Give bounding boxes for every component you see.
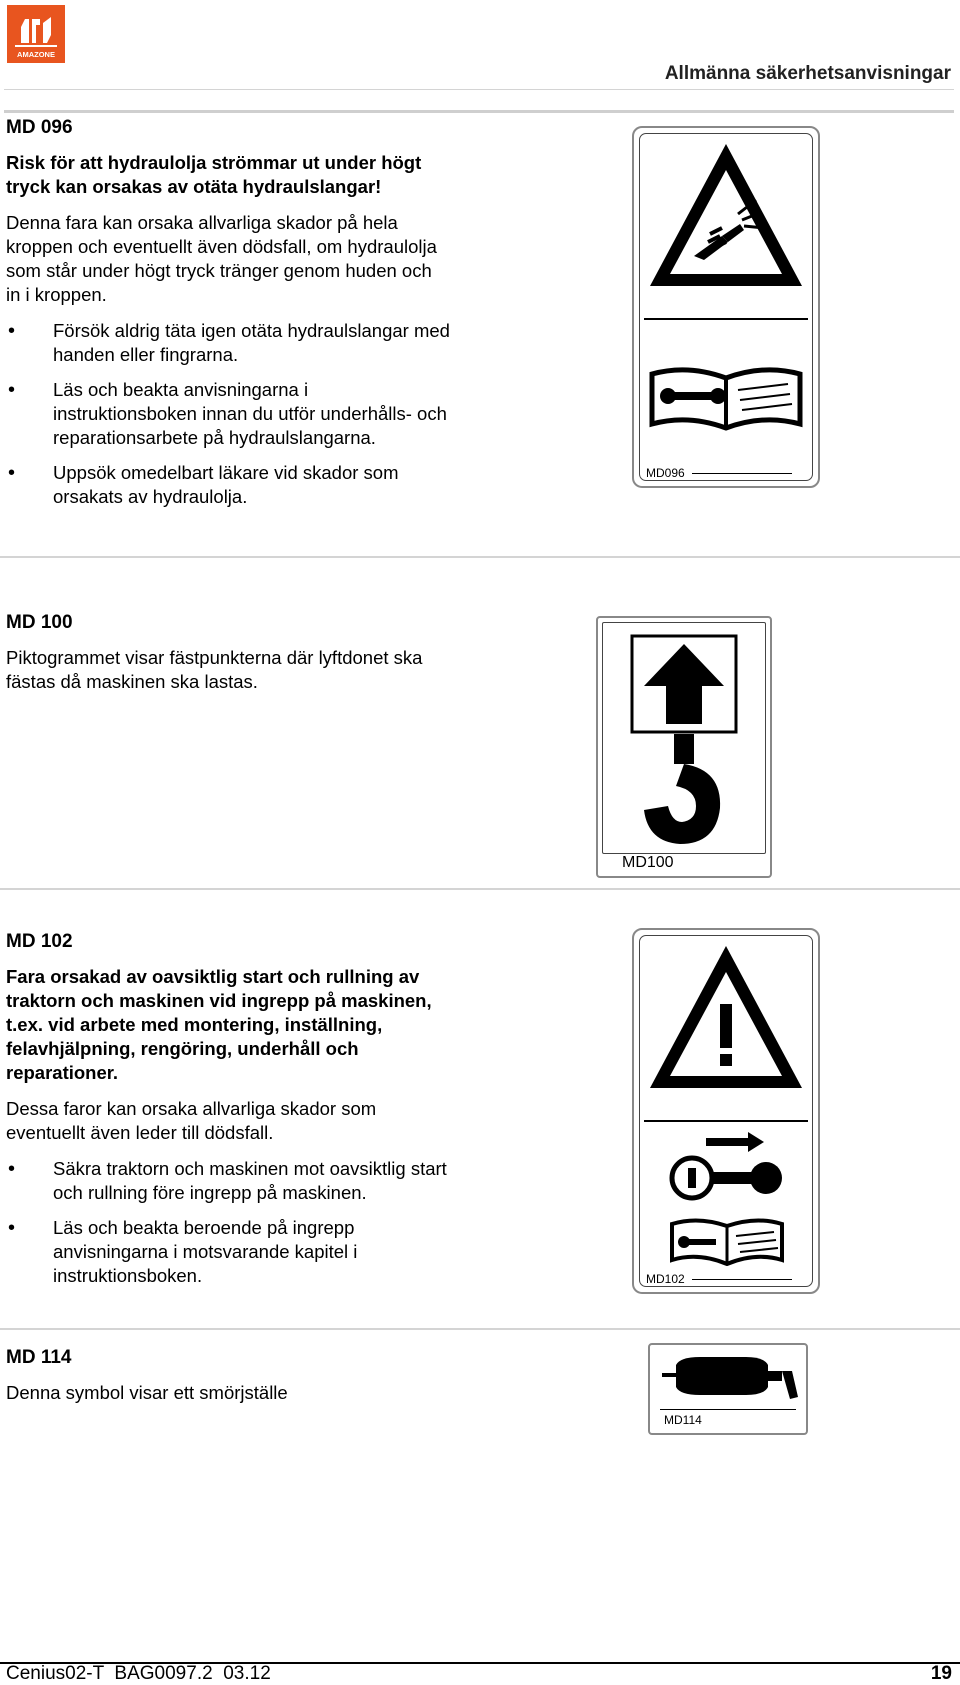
hazard-statement: Risk för att hydraulolja strömmar ut under högt tryck kan orsakas av otäta hydraulslangar! bbox=[6, 152, 422, 197]
list-item: • Uppsök omedelbart läkare vid skador som orsakats av hydraulolja. bbox=[6, 461, 451, 509]
amazone-logo-icon bbox=[7, 5, 65, 63]
section-divider bbox=[0, 556, 960, 558]
sign-code: MD102 bbox=[646, 1272, 685, 1286]
description-text: Piktogrammet visar fästpunkterna där lyftdonet ska fästas då maskinen ska lastas. bbox=[6, 647, 423, 692]
consequence-text: Denna fara kan orsaka allvarliga skador på hela kroppen och eventuellt även dödsfall, om hydraulolja som står under högt tryck tränger genom huden och in i kroppen. bbox=[6, 212, 437, 305]
instruction-book-icon bbox=[668, 1214, 786, 1266]
document-reference: Cenius02-T BAG0097.2 03.12 bbox=[6, 1663, 271, 1684]
section-id: MD 114 bbox=[6, 1347, 72, 1368]
instruction-book-icon bbox=[648, 360, 804, 432]
logo-text: AMAZONE bbox=[17, 50, 55, 59]
sign-code: MD100 bbox=[622, 854, 674, 871]
section-md100 bbox=[6, 611, 451, 706]
section-md096 bbox=[6, 116, 451, 520]
section-id: MD 096 bbox=[6, 117, 73, 138]
instruction-list bbox=[6, 319, 451, 509]
consequence-text: Dessa faror kan orsaka allvarliga skador som eventuellt även leder till dödsfall. bbox=[6, 1098, 377, 1143]
warning-sign-md102 bbox=[632, 928, 820, 1294]
section-md114 bbox=[6, 1346, 451, 1417]
crane-hook-icon bbox=[644, 734, 720, 844]
section-divider bbox=[0, 1328, 960, 1330]
sign-md114 bbox=[648, 1343, 808, 1435]
page-number: 19 bbox=[930, 1663, 952, 1684]
list-item: • Försök aldrig täta igen otäta hydraulslangar med handen eller fingrarna. bbox=[6, 319, 451, 367]
list-item: • Säkra traktorn och maskinen mot oavsiktlig start och rullning före ingrepp på maskinen. bbox=[6, 1157, 451, 1205]
list-item: • Läs och beakta anvisningarna i instruktionsboken innan du utför underhålls- och reparationsarbete på hydraulslangarna. bbox=[6, 378, 451, 450]
header-rule bbox=[4, 89, 954, 90]
description-text: Denna symbol visar ett smörjställe bbox=[6, 1382, 288, 1403]
section-id: MD 102 bbox=[6, 931, 73, 952]
header-rule-thick bbox=[4, 110, 954, 113]
page-header-title: Allmänna säkerhetsanvisningar bbox=[664, 63, 951, 84]
warning-sign-md096 bbox=[632, 126, 820, 488]
hazard-statement: Fara orsakad av oavsiktlig start och rullning av traktorn och maskinen vid ingrepp på maskinen, t.ex. vid arbete med montering, inställning, felavhjälpning, rengöring, underhåll och reparationer. bbox=[6, 966, 432, 1083]
sign-code: MD096 bbox=[646, 466, 685, 480]
sign-md100 bbox=[596, 616, 772, 878]
grease-gun-icon bbox=[660, 1351, 800, 1405]
hydraulic-spray-warning-icon bbox=[644, 138, 808, 308]
ignition-key-icon bbox=[668, 1130, 786, 1204]
list-item: • Läs och beakta beroende på ingrepp anvisningarna i motsvarande kapitel i instruktionsboken. bbox=[6, 1216, 451, 1288]
section-divider bbox=[0, 888, 960, 890]
sign-code: MD114 bbox=[664, 1413, 702, 1427]
section-md102 bbox=[6, 930, 451, 1299]
exclamation-warning-icon bbox=[644, 940, 808, 1110]
instruction-list bbox=[6, 1157, 451, 1288]
section-id: MD 100 bbox=[6, 612, 73, 633]
